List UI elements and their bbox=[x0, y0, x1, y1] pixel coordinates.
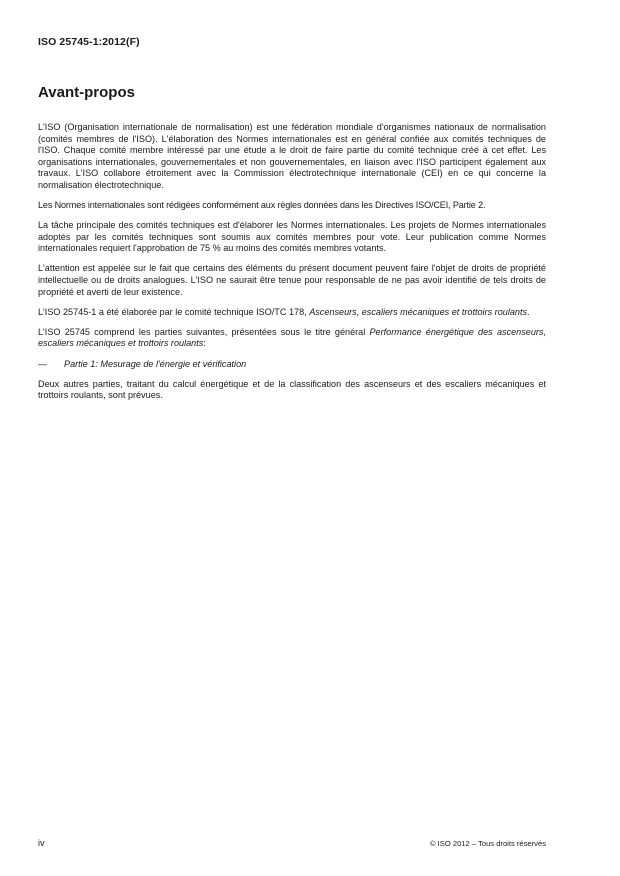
section-title: Avant-propos bbox=[38, 84, 135, 101]
parts-text: L'ISO 25745 comprend les parties suivantes, présentées sous le titre général bbox=[38, 326, 370, 337]
paragraph-committee bbox=[38, 307, 546, 319]
committee-name: Ascenseurs, escaliers mécaniques et trottoirs roulants bbox=[309, 306, 528, 317]
paragraph-main-task: La tâche principale des comités techniques est d'élaborer les Normes internationales. Les projets de Normes internationales adoptés par les comités techniques sont soumis aux comités membres pour vote. Leur publication comme Normes internationales requiert l'approbation de 75 % au moins des comités membres votants. bbox=[38, 220, 546, 254]
paragraph-patent-rights: L'attention est appelée sur le fait que certains des éléments du présent document peuvent faire l'objet de droits de propriété intellectuelle ou de droits analogues. L'ISO ne saurait être tenue pour responsable de ne pas avoir identifié de tels droits de propriété et averti de leur existence. bbox=[38, 263, 546, 297]
paragraph-parts bbox=[38, 327, 546, 350]
committee-end: . bbox=[527, 306, 530, 317]
list-dash: — bbox=[38, 358, 48, 369]
list-item-text: Partie 1: Mesurage de l'énergie et vérification bbox=[64, 358, 247, 369]
copyright-notice: © ISO 2012 – Tous droits réservés bbox=[429, 839, 546, 848]
page-number: iv bbox=[38, 838, 45, 848]
paragraph-future-parts: Deux autres parties, traitant du calcul énergétique et de la classification des ascenseurs et des escaliers mécaniques et trottoirs roulants, sont prévues. bbox=[38, 378, 546, 401]
paragraph-directives: Les Normes internationales sont rédigées conformément aux règles données dans les Directives ISO/CEI, Partie 2. bbox=[38, 200, 486, 211]
paragraph-iso-intro: L'ISO (Organisation internationale de normalisation) est une fédération mondiale d'organismes nationaux de normalisation (comités membres de l'ISO). L'élaboration des Normes internationales est en général confiée aux comités techniques de l'ISO. Chaque comité membre intéressé par une étude a le droit de faire partie du comité technique créé à cet effet. Les organisations internationales, gouvernementales et non gouvernementales, en liaison avec l'ISO participent également aux travaux. L'ISO collabore étroitement avec la Commission électrotechnique internationale (CEI) en ce qui concerne la normalisation électrotechnique. bbox=[38, 122, 546, 190]
body-text bbox=[38, 122, 546, 410]
parts-end: : bbox=[203, 338, 206, 349]
parts-general-title: Performance énergétique des ascenseurs, escaliers mécaniques et trottoirs roulants bbox=[38, 326, 546, 349]
list-item bbox=[38, 359, 546, 371]
committee-text: L'ISO 25745-1 a été élaborée par le comité technique ISO/TC 178, bbox=[38, 306, 310, 317]
document-id: ISO 25745-1:2012(F) bbox=[38, 36, 140, 48]
